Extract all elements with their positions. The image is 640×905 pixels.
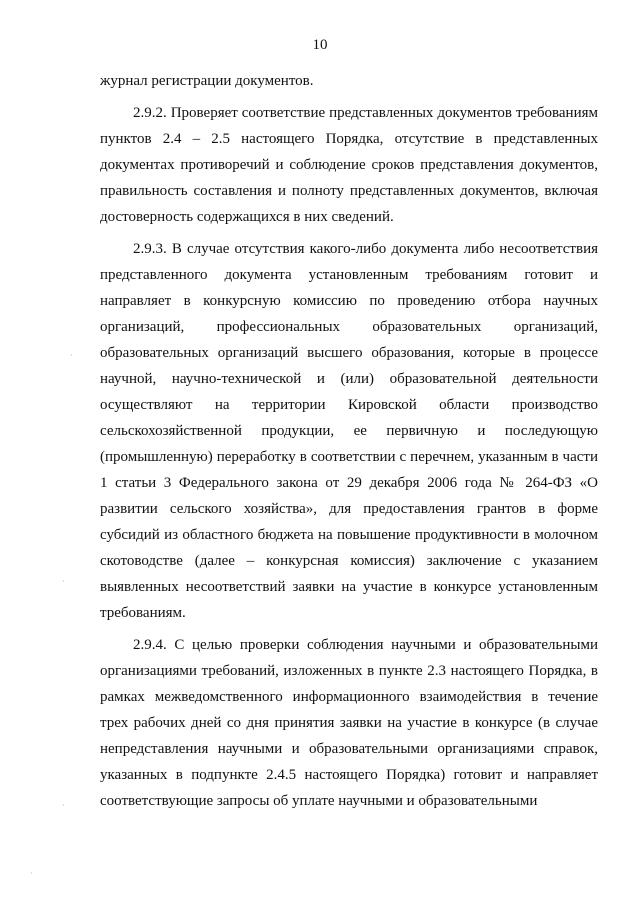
scan-speck: · <box>70 351 73 360</box>
paragraph-continuation: журнал регистрации документов. <box>100 73 314 89</box>
paragraph-2-9-4: 2.9.4. С целью проверки соблюдения научными и образовательными организациями требований, изложенных в пункте 2.3 настоящего Порядка, в рамках межведомственного информационного взаимодействия в течение трех рабочих дней со дня принятия заявки на участие в конкурсе (в случае непредставления научными и образовательными организациями справок, указанных в подпункте 2.4.5 настоящего Порядка) готовит и направляет соответствующие запросы об уплате научными и образовательными <box>100 637 598 809</box>
scan-speck: · <box>30 869 33 878</box>
paragraph-2-9-2: 2.9.2. Проверяет соответствие представленных документов требованиям пунктов 2.4 – 2.5 настоящего Порядка, отсутствие в представленных документах противоречий и соблюдение сроков представления документов, правильность составления и полноту представленных документов, включая достоверность содержащихся в них сведений. <box>100 105 598 225</box>
page-number: 10 <box>312 37 328 53</box>
paragraph-2-9-3: 2.9.3. В случае отсутствия какого-либо документа либо несоответствия представленного документа установленным требованиям готовит и направляет в конкурсную комиссию по проведению отбора научных организаций, профессиональных образовательных организаций, образовательных организаций высшего образования, которые в процессе научной, научно-технической и (или) образовательной деятельности осуществляют на территории Кировской области производство сельскохозяйственной продукции, ее первичную и последующую (промышленную) переработку в соответствии с перечнем, указанным в части 1 статьи 3 Федерального закона от 29 декабря 2006 года № 264-ФЗ «О развитии сельского хозяйства», для предоставления грантов в форме субсидий из областного бюджета на повышение продуктивности в молочном скотоводстве (далее – конкурсная комиссия) заключение с указанием выявленных несоответствий заявки на участие в конкурсе установленным требованиям. <box>100 241 598 621</box>
scan-speck: · <box>62 577 65 586</box>
document-body <box>100 68 598 820</box>
scan-speck: · <box>62 801 65 810</box>
